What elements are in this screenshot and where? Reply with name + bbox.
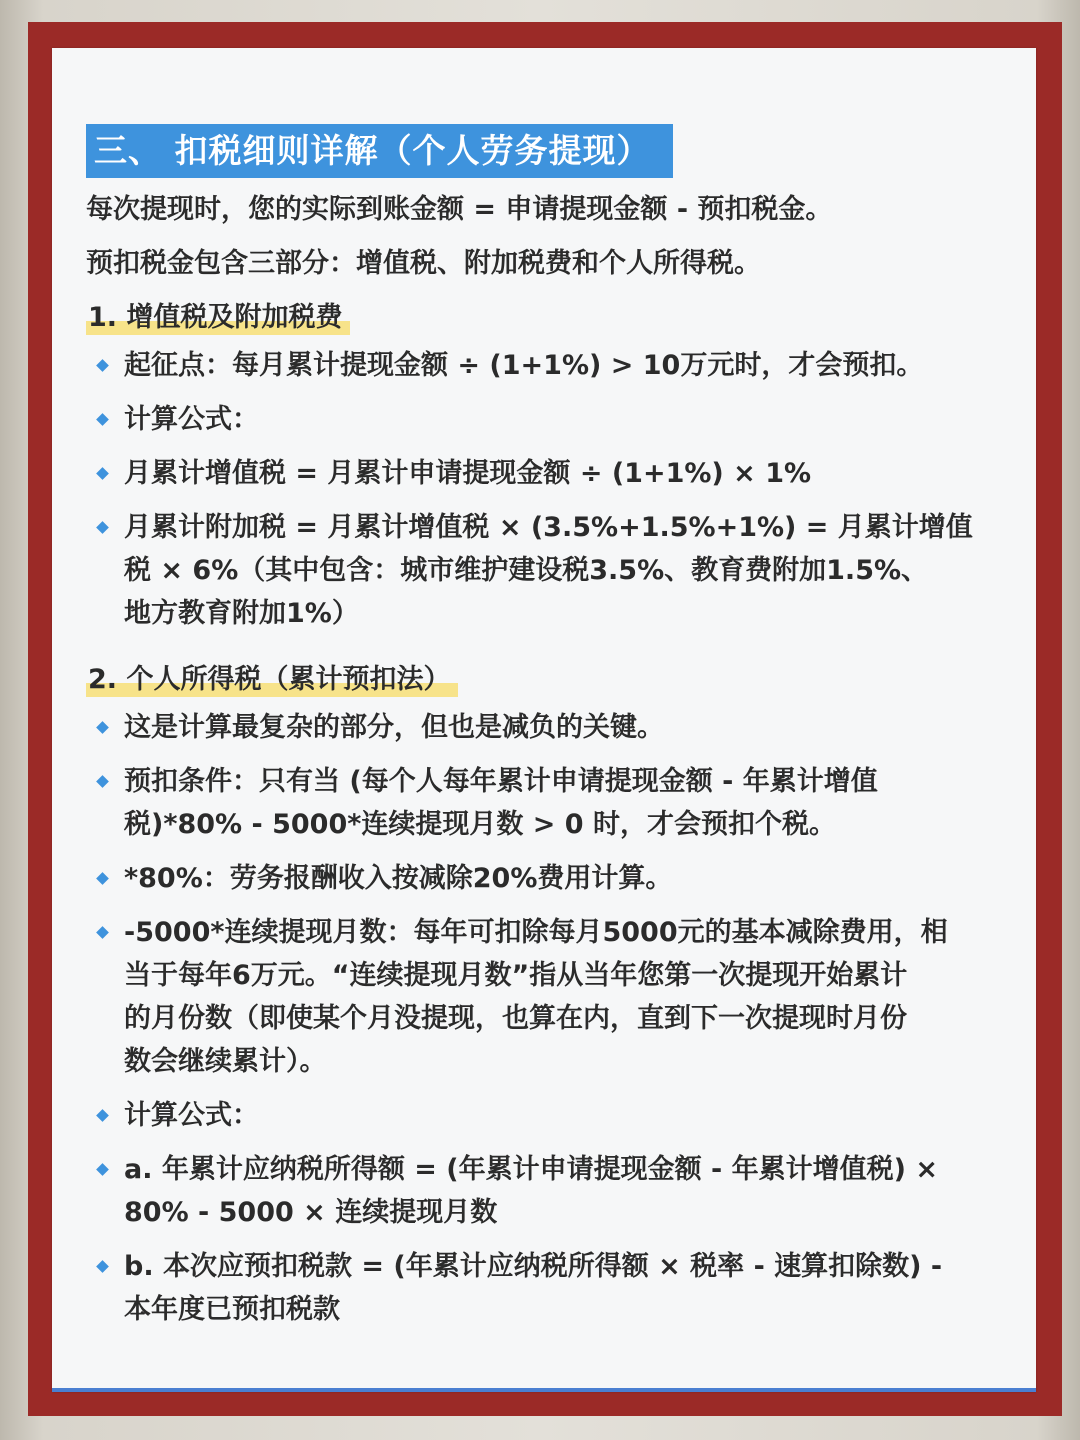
bullet-text-line: 预扣条件：只有当 (每个人每年累计申请提现金额 - 年累计增值 <box>124 766 878 797</box>
vat-bullet-item <box>86 506 1006 635</box>
bullet-diamond-icon <box>96 359 109 372</box>
income-tax-bullet-item <box>86 911 1006 1083</box>
bullet-text-line: 计算公式： <box>124 1100 259 1131</box>
bullet-text-line: a. 年累计应纳税所得额 = (年累计申请提现金额 - 年累计增值税) × <box>124 1154 939 1185</box>
vat-bullet-item <box>86 344 1006 387</box>
income-tax-bullet-item <box>86 706 1006 749</box>
bullet-text-line: 月累计附加税 = 月累计增值税 × (3.5%+1.5%+1%) = 月累计增值 <box>124 512 973 543</box>
bullet-text-line: 这是计算最复杂的部分，但也是减负的关键。 <box>124 712 664 743</box>
income-tax-bullet-item <box>86 1094 1006 1137</box>
bullet-diamond-icon <box>96 521 109 534</box>
bullet-text-line: 数会继续累计）。 <box>124 1046 327 1077</box>
income-tax-bullet-item <box>86 857 1006 900</box>
bullet-diamond-icon <box>96 1109 109 1122</box>
subheading-income-tax: 2. 个人所得税（累计预扣法） <box>86 660 458 700</box>
income-tax-bullet-item <box>86 1245 1006 1331</box>
bullet-text-line: -5000*连续提现月数：每年可扣除每月5000元的基本减除费用，相 <box>124 917 948 948</box>
income-tax-bullet-list <box>86 706 1006 1331</box>
bullet-diamond-icon <box>96 775 109 788</box>
intro-paragraph-2: 预扣税金包含三部分：增值税、附加税费和个人所得税。 <box>86 248 761 279</box>
bullet-diamond-icon <box>96 1163 109 1176</box>
bullet-text-line: 起征点：每月累计提现金额 ÷ (1+1%) > 10万元时，才会预扣。 <box>124 350 924 381</box>
bullet-text-line: 计算公式： <box>124 404 259 435</box>
vat-bullet-list <box>86 344 1006 635</box>
intro-paragraph-1: 每次提现时，您的实际到账金额 = 申请提现金额 - 预扣税金。 <box>86 194 833 225</box>
bullet-text-line: 税 × 6%（其中包含：城市维护建设税3.5%、教育费附加1.5%、 <box>124 555 929 586</box>
document-body <box>86 124 1006 1342</box>
bullet-text-line: 本年度已预扣税款 <box>124 1294 340 1325</box>
vat-bullet-item <box>86 398 1006 441</box>
bullet-diamond-icon <box>96 1260 109 1273</box>
income-tax-bullet-item <box>86 760 1006 846</box>
bullet-diamond-icon <box>96 926 109 939</box>
subheading-vat: 1. 增值税及附加税费 <box>86 298 350 338</box>
bullet-diamond-icon <box>96 721 109 734</box>
bullet-diamond-icon <box>96 413 109 426</box>
bullet-text-line: 当于每年6万元。“连续提现月数”指从当年您第一次提现开始累计 <box>124 960 908 991</box>
bullet-text-line: 80% - 5000 × 连续提现月数 <box>124 1197 498 1228</box>
vat-bullet-item <box>86 452 1006 495</box>
bullet-text-line: 月累计增值税 = 月累计申请提现金额 ÷ (1+1%) × 1% <box>124 458 812 489</box>
bullet-diamond-icon <box>96 872 109 885</box>
section-title: 三、 扣税细则详解（个人劳务提现） <box>86 124 673 178</box>
bullet-text-line: *80%：劳务报酬收入按减除20%费用计算。 <box>124 863 673 894</box>
bullet-text-line: 地方教育附加1%） <box>124 598 359 629</box>
bullet-text-line: 的月份数（即使某个月没提现，也算在内，直到下一次提现时月份 <box>124 1003 907 1034</box>
income-tax-bullet-item <box>86 1148 1006 1234</box>
bullet-text-line: 税)*80% - 5000*连续提现月数 > 0 时，才会预扣个税。 <box>124 809 836 840</box>
bullet-text-line: b. 本次应预扣税款 = (年累计应纳税所得额 × 税率 - 速算扣除数) - <box>124 1251 943 1282</box>
bullet-diamond-icon <box>96 467 109 480</box>
